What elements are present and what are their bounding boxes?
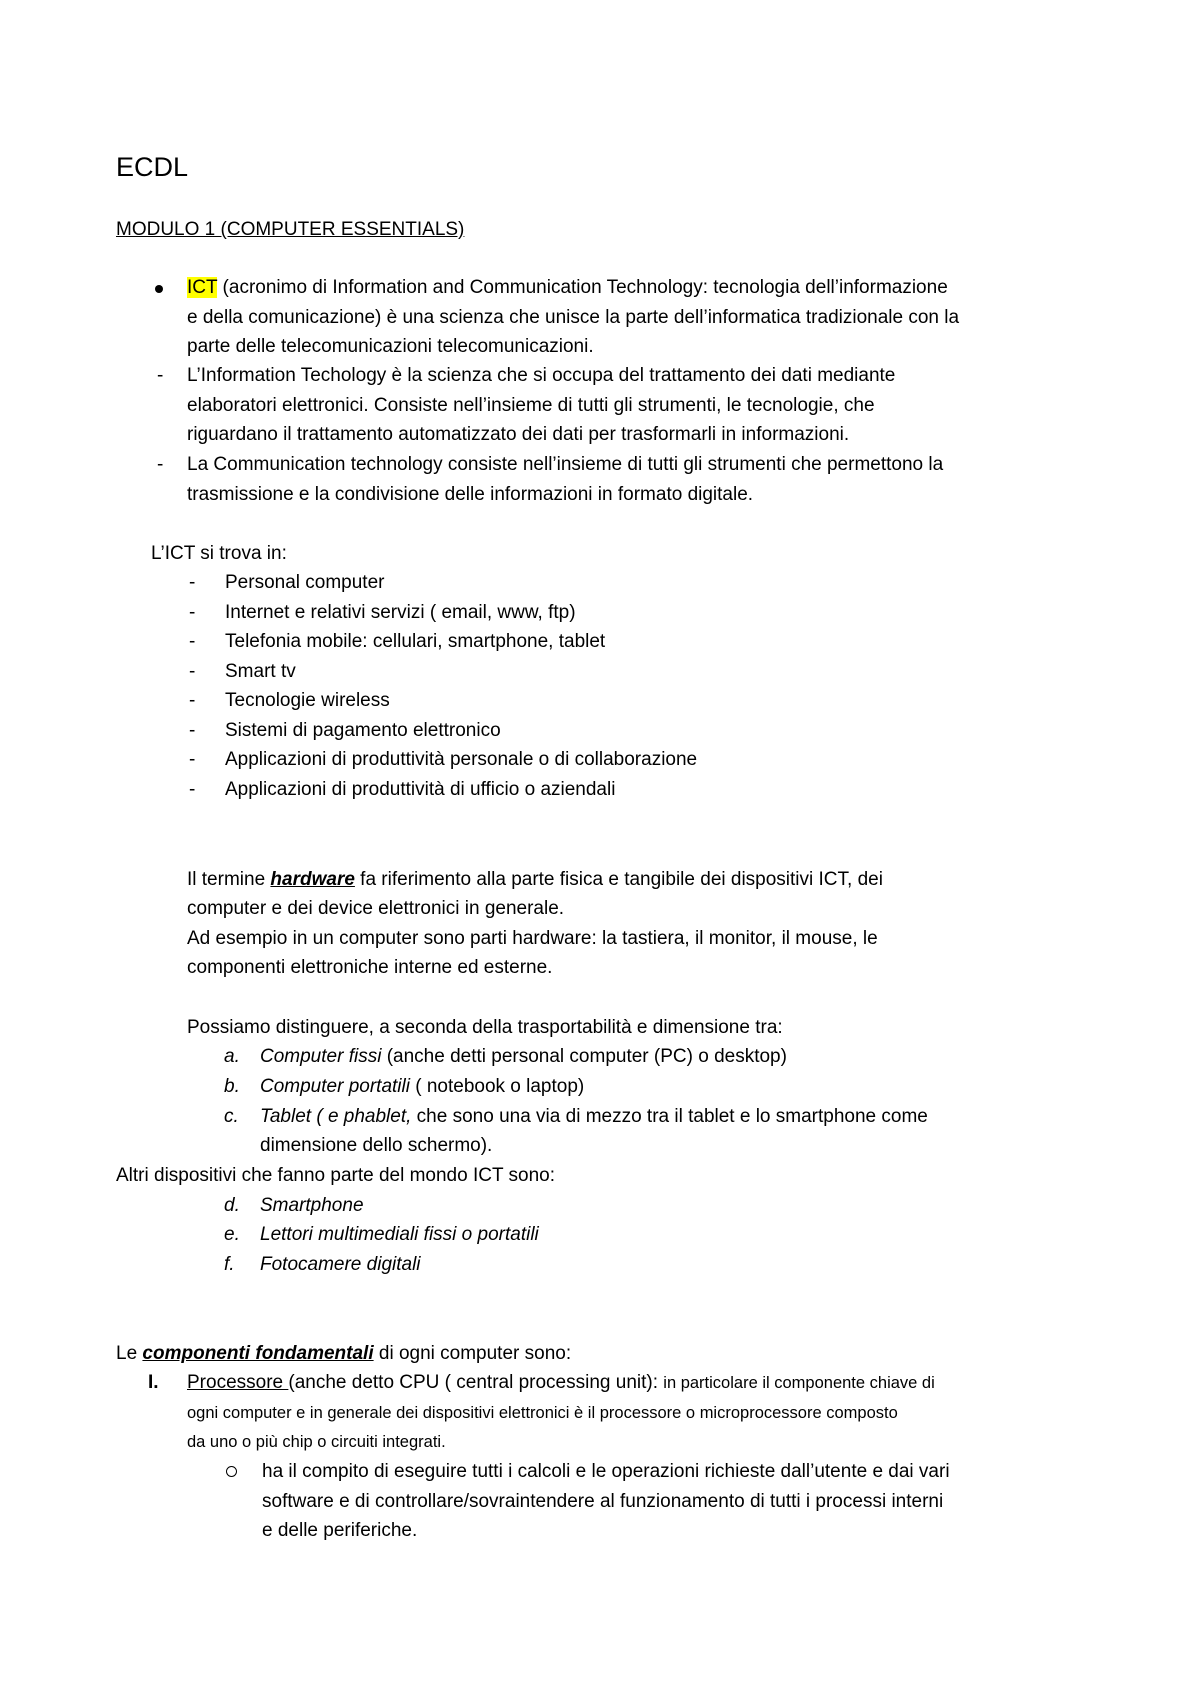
dash-marker: - — [189, 572, 196, 593]
list-marker: c. — [224, 1106, 239, 1127]
list-item: Applicazioni di produttività di ufficio o aziendali — [225, 779, 616, 800]
hardware-line-2: computer e dei device elettronici in generale. — [187, 898, 565, 919]
document-title: ECDL — [116, 152, 189, 182]
module-heading: MODULO 1 (COMPUTER ESSENTIALS) — [116, 219, 465, 240]
dash-marker: - — [189, 661, 196, 682]
components-term: componenti fondamentali — [142, 1343, 374, 1364]
list-marker: a. — [224, 1046, 240, 1067]
circle-bullet-icon — [226, 1466, 237, 1477]
processor-sub-line-2: software e di controllare/sovraintendere al funzionamento di tutti i processi interni — [262, 1491, 944, 1512]
list-item: Telefonia mobile: cellulari, smartphone, tablet — [225, 631, 606, 652]
ct-def-line-1: La Communication technology consiste nell’insieme di tutti gli strumenti che permettono la — [187, 454, 944, 475]
list-marker: e. — [224, 1224, 240, 1245]
ict-line-1: ICT (acronimo di Information and Communication Technology: tecnologia dell’informazione — [187, 277, 948, 298]
dash-marker: - — [189, 749, 196, 770]
list-item: Smartphone — [260, 1195, 364, 1216]
list-marker: f. — [224, 1254, 235, 1275]
ict-line-3: parte delle telecomunicazioni telecomunicazioni. — [187, 336, 594, 357]
dash-marker: - — [189, 690, 196, 711]
list-item: Lettori multimediali fissi o portatili — [260, 1224, 539, 1245]
bullet-icon — [155, 285, 163, 293]
dash-marker: - — [189, 779, 196, 800]
hardware-line-1: Il termine hardware fa riferimento alla parte fisica e tangibile dei dispositivi ICT, dei — [187, 869, 883, 890]
distinguish-intro: Possiamo distinguere, a seconda della trasportabilità e dimensione tra: — [187, 1017, 783, 1038]
list-item: Tablet ( e phablet, che sono una via di mezzo tra il tablet e lo smartphone come — [260, 1106, 928, 1127]
it-def-line-3: riguardano il trattamento automatizzato dei dati per trasformarli in informazioni. — [187, 424, 850, 445]
processor-line-1: Processore (anche detto CPU ( central processing unit): in particolare il componente chiave di — [187, 1372, 935, 1393]
list-item-continuation: dimensione dello schermo). — [260, 1135, 493, 1156]
list-item: Personal computer — [225, 572, 385, 593]
list-item: Applicazioni di produttività personale o di collaborazione — [225, 749, 698, 770]
list-item: Computer portatili ( notebook o laptop) — [260, 1076, 585, 1097]
list-item: Computer fissi (anche detti personal computer (PC) o desktop) — [260, 1046, 787, 1067]
dash-marker: - — [157, 365, 164, 386]
dash-marker: - — [189, 720, 196, 741]
list-item: Tecnologie wireless — [225, 690, 390, 711]
hardware-term: hardware — [270, 869, 355, 890]
components-intro: Le componenti fondamentali di ogni computer sono: — [116, 1343, 572, 1364]
hardware-line-4: componenti elettroniche interne ed esterne. — [187, 957, 553, 978]
dash-marker: - — [189, 602, 196, 623]
ict-term-highlight: ICT — [187, 277, 218, 298]
it-def-line-2: elaboratori elettronici. Consiste nell’insieme di tutti gli strumenti, le tecnologie, che — [187, 395, 875, 416]
other-devices-intro: Altri dispositivi che fanno parte del mondo ICT sono: — [116, 1165, 555, 1186]
processor-line-3: da uno o più chip o circuiti integrati. — [187, 1433, 446, 1451]
processor-term: Processore — [187, 1372, 289, 1393]
processor-sub-line-3: e delle periferiche. — [262, 1520, 418, 1541]
list-item: Fotocamere digitali — [260, 1254, 421, 1275]
ict-line-2: e della comunicazione) è una scienza che unisce la parte dell’informatica tradizionale con la — [187, 307, 960, 328]
hardware-line-3: Ad esempio in un computer sono parti hardware: la tastiera, il monitor, il mouse, le — [187, 928, 878, 949]
dash-marker: - — [189, 631, 196, 652]
ict-found-intro: L’ICT si trova in: — [151, 543, 287, 564]
list-item: Internet e relativi servizi ( email, www, ftp) — [225, 602, 576, 623]
list-marker: b. — [224, 1076, 240, 1097]
roman-marker: I. — [148, 1372, 159, 1393]
list-marker: d. — [224, 1195, 240, 1216]
processor-line-2: ogni computer e in generale dei dispositivi elettronici è il processore o microprocessore composto — [187, 1404, 898, 1422]
ct-def-line-2: trasmissione e la condivisione delle informazioni in formato digitale. — [187, 484, 754, 505]
dash-marker: - — [157, 454, 164, 475]
list-item: Sistemi di pagamento elettronico — [225, 720, 501, 741]
list-item: Smart tv — [225, 661, 296, 682]
it-def-line-1: L’Information Techology è la scienza che si occupa del trattamento dei dati mediante — [187, 365, 896, 386]
processor-sub-line-1: ha il compito di eseguire tutti i calcoli e le operazioni richieste dall’utente e dai vari — [262, 1461, 950, 1482]
